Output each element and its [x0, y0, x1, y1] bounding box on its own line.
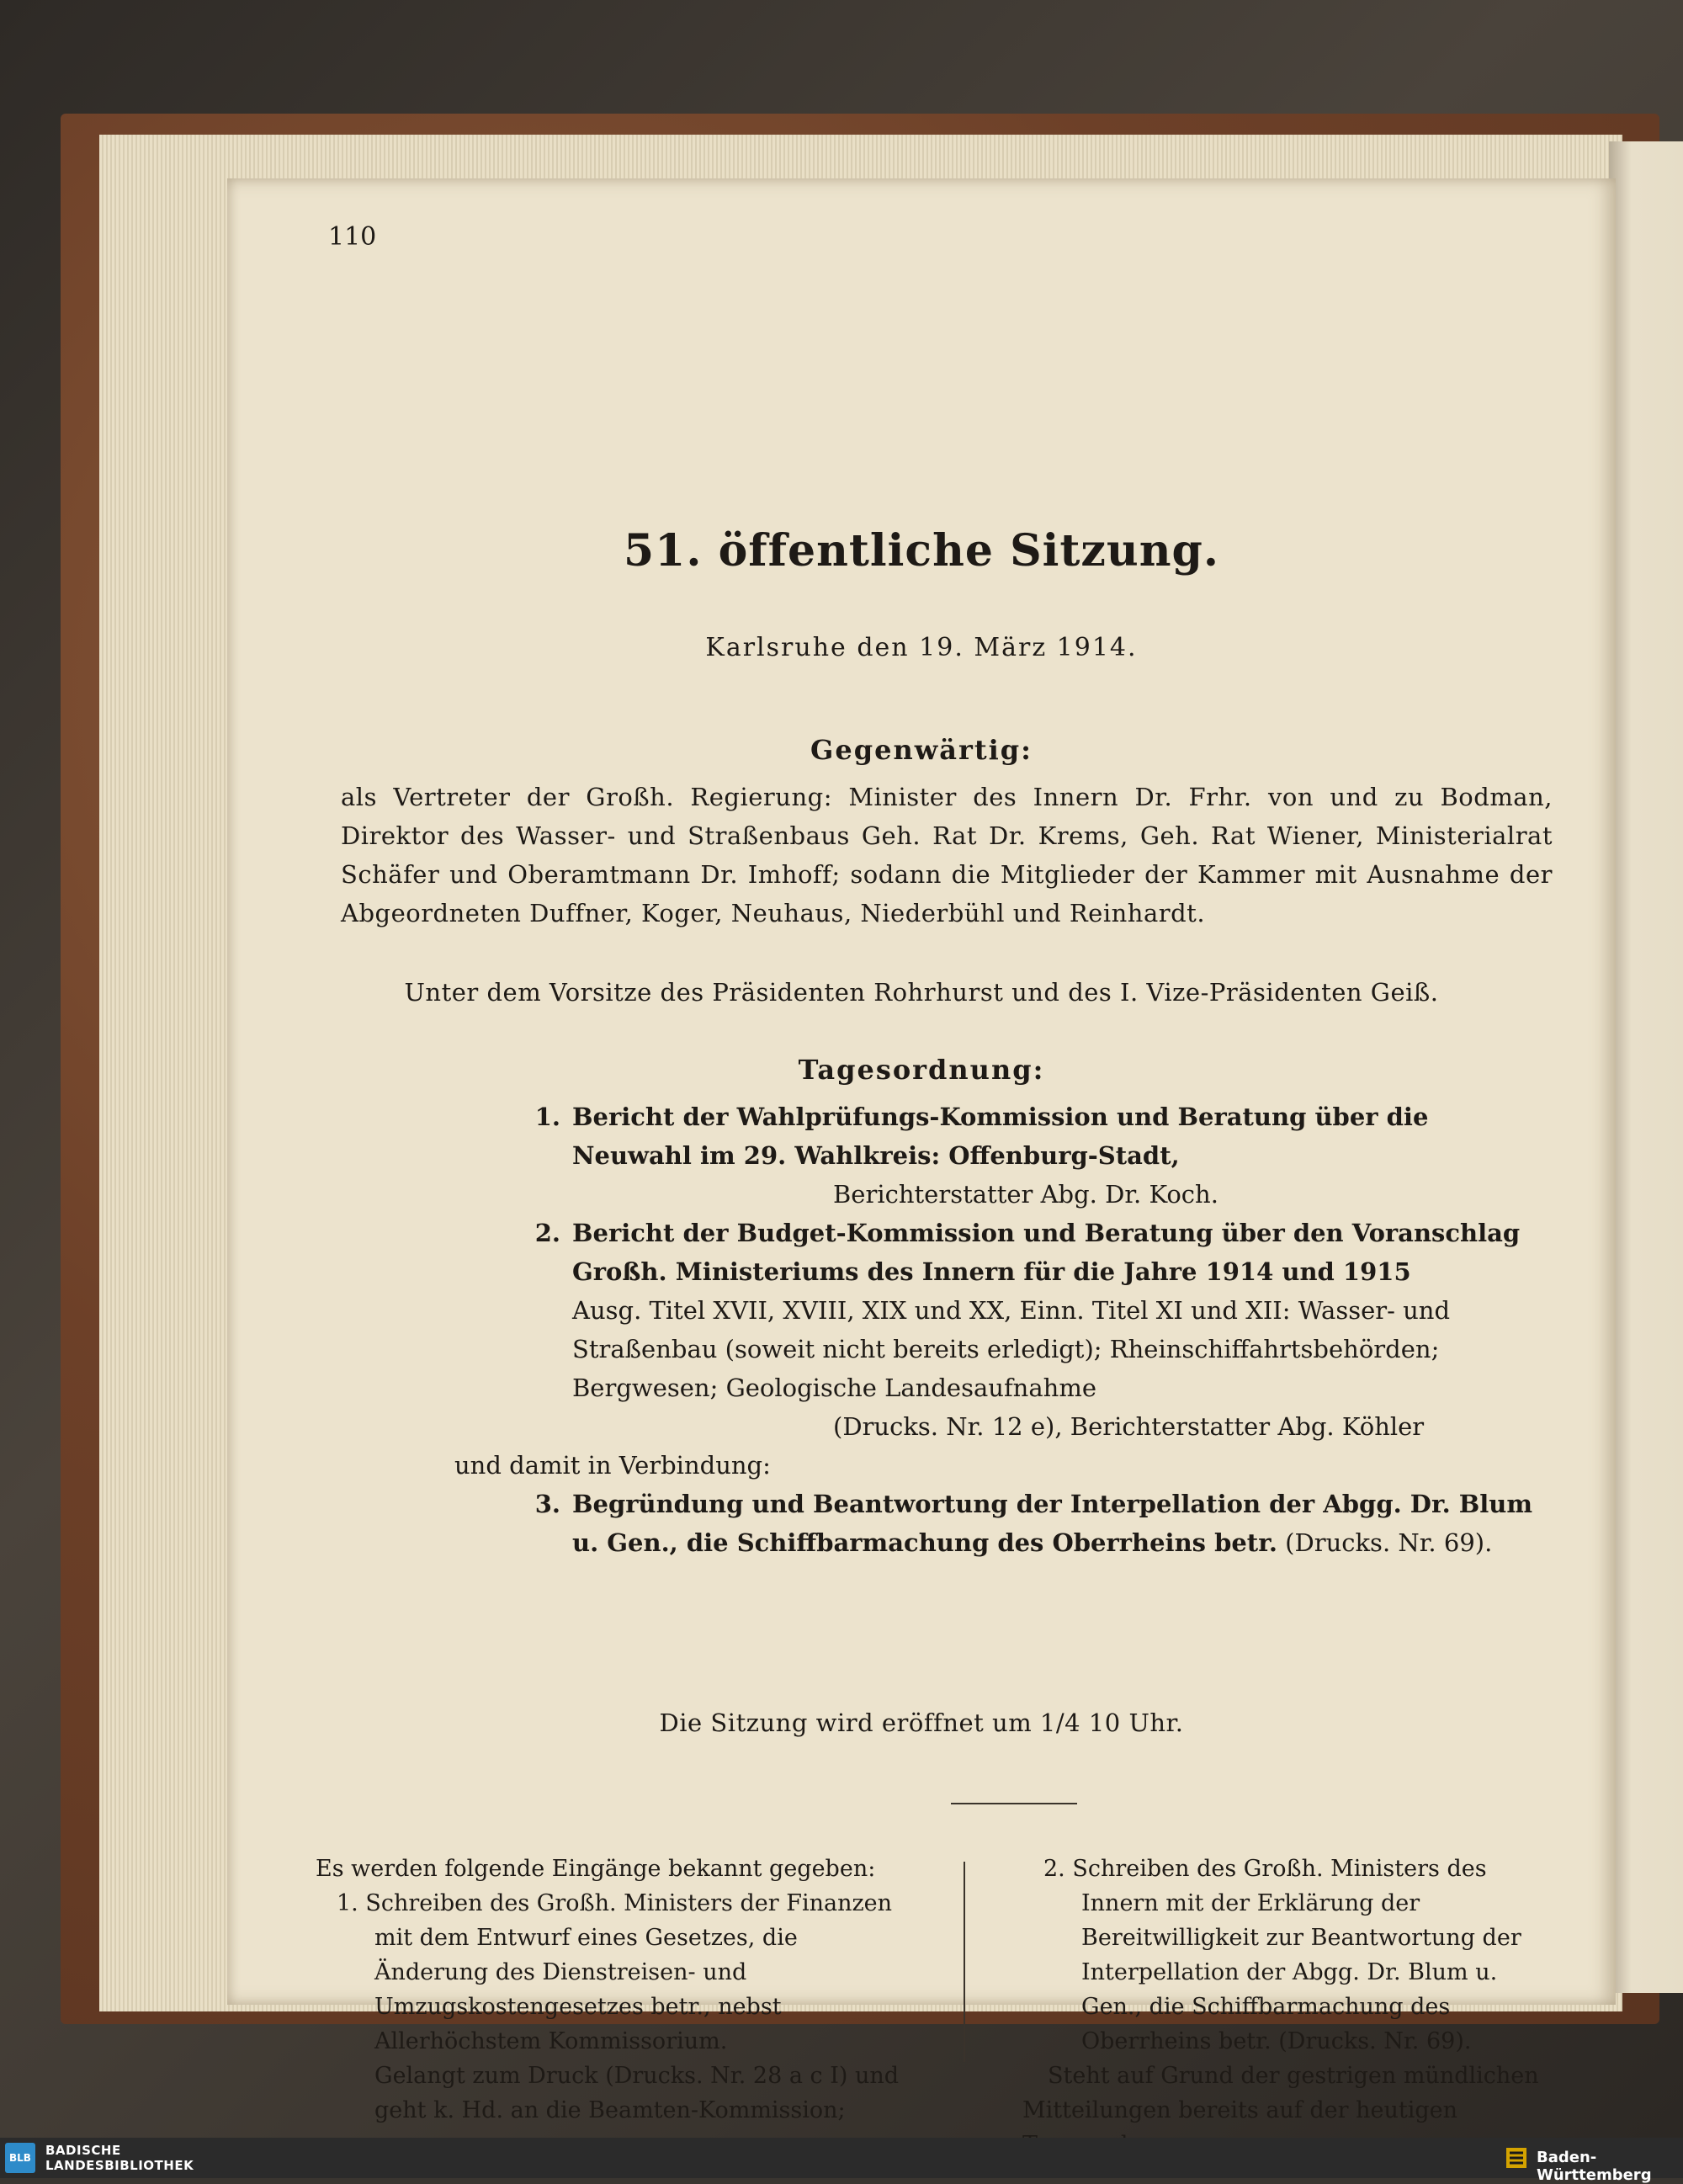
agenda-item-number: 2. — [534, 1219, 560, 1247]
present-paragraph: als Vertreter der Großh. Regierung: Minister des Innern Dr. Frhr. von und zu Bodman, Direktor des Wasser- und Straßenbaus Geh. Rat Dr. Krems, Geh. Rat Wiener, Ministerialrat Schäfer und Oberamtmann Dr. Imhoff; sodann die Mitglieder der Kammer mit Ausnahme der Abgeordneten Duffner, Koger, Neuhaus, Niederbühl und Reinhardt. — [341, 783, 1553, 927]
incoming-intro: Es werden folgende Eingänge bekannt gegeben: — [316, 1856, 876, 1882]
agenda-list — [341, 1097, 1553, 1562]
agenda-item-number: 1. — [534, 1103, 560, 1131]
incoming-item-note: Steht auf Grund der gestrigen mündlichen Mitteilungen bereits auf der heutigen — [1022, 2063, 1539, 2123]
coat-of-arms-icon — [1505, 2146, 1528, 2170]
agenda-reporter: (Drucks. Nr. 12 e), Berichterstatter Abg. Köhler — [833, 1412, 1425, 1441]
incoming-item: 1. Schreiben des Großh. Ministers der Finanzen mit dem Entwurf eines Gesetzes, die Änderung des Dienstreisen- und Umzugskostengesetzes betr., nebst Allerhöchstem Kommissorium. — [337, 1890, 893, 2054]
agenda-item-detail: Ausg. Titel XVII, XVIII, XIX und XX, Einn. Titel XI und XII: Wasser- und Straßenbau (soweit nicht bereits erledigt); Rheinschiffahrtsbehörden; Bergwesen; Geologische Landesaufnahme — [572, 1296, 1451, 1402]
library-name-line: LANDESBIBLIOTHEK — [45, 2158, 194, 2173]
page-number: 110 — [328, 222, 377, 252]
agenda-item-title: Begründung und Beantwortung der Interpellation der Abgg. Dr. Blum u. Gen., die Schiffbarmachung des Oberrheins betr. — [572, 1490, 1533, 1557]
agenda-item-title: Bericht der Wahlprüfungs-Kommission und Beratung über die Neuwahl im 29. Wahlkreis: Offenburg-Stadt, — [572, 1103, 1429, 1170]
present-heading: Gegenwärtig: — [810, 734, 1033, 766]
agenda-item-number: 3. — [534, 1490, 560, 1518]
agenda-item-title: Bericht der Budget-Kommission und Beratung über den Voranschlag Großh. Ministeriums des Innern für die Jahre 1914 und 1915 — [572, 1219, 1521, 1286]
column-divider — [964, 1862, 965, 2062]
agenda-item — [341, 1214, 1553, 1291]
library-name-line: BADISCHE — [45, 2143, 121, 2158]
agenda-item-body — [572, 1485, 1553, 1562]
place-date: Karlsruhe den 19. März 1914. — [705, 633, 1138, 662]
left-column — [316, 1852, 900, 2128]
book-page — [227, 178, 1616, 2123]
right-column — [1022, 1852, 1561, 2162]
blb-logo: BLB — [5, 2143, 35, 2173]
opening-line: Die Sitzung wird eröffnet um 1/4 10 Uhr. — [659, 1708, 1184, 1737]
agenda-item — [341, 1485, 1553, 1562]
incoming-item: 2. Schreiben des Großh. Ministers des Innern mit der Erklärung der Bereitwilligkeit zur Beantwortung der Interpellation der Abgg. Dr. Blum u. Gen., die Schiffbarmachung des Oberrheins betr. (Drucks. Nr. 69). — [1043, 1856, 1521, 2054]
library-name — [45, 2143, 194, 2173]
session-title: 51. öffentliche Sitzung. — [624, 525, 1219, 577]
region-name: Baden-Württemberg — [1537, 2149, 1652, 2184]
incoming-item-note: Gelangt zum Druck (Drucks. Nr. 28 a c I) und geht k. Hd. an die Beamten-Kommission; — [374, 2063, 900, 2123]
agenda-connector: und damit in Verbindung: — [454, 1451, 771, 1480]
agenda-item — [341, 1097, 1553, 1175]
footer-bar — [0, 2138, 1683, 2184]
agenda-reporter: Berichterstatter Abg. Dr. Koch. — [833, 1180, 1218, 1209]
facing-page-edge — [1609, 141, 1683, 1993]
chair-line: Unter dem Vorsitze des Präsidenten Rohrhurst und des I. Vize-Präsidenten Geiß. — [404, 978, 1439, 1007]
agenda-item-ref: (Drucks. Nr. 69). — [1285, 1528, 1493, 1557]
agenda-heading: Tagesordnung: — [798, 1054, 1045, 1086]
section-rule — [951, 1803, 1077, 1804]
